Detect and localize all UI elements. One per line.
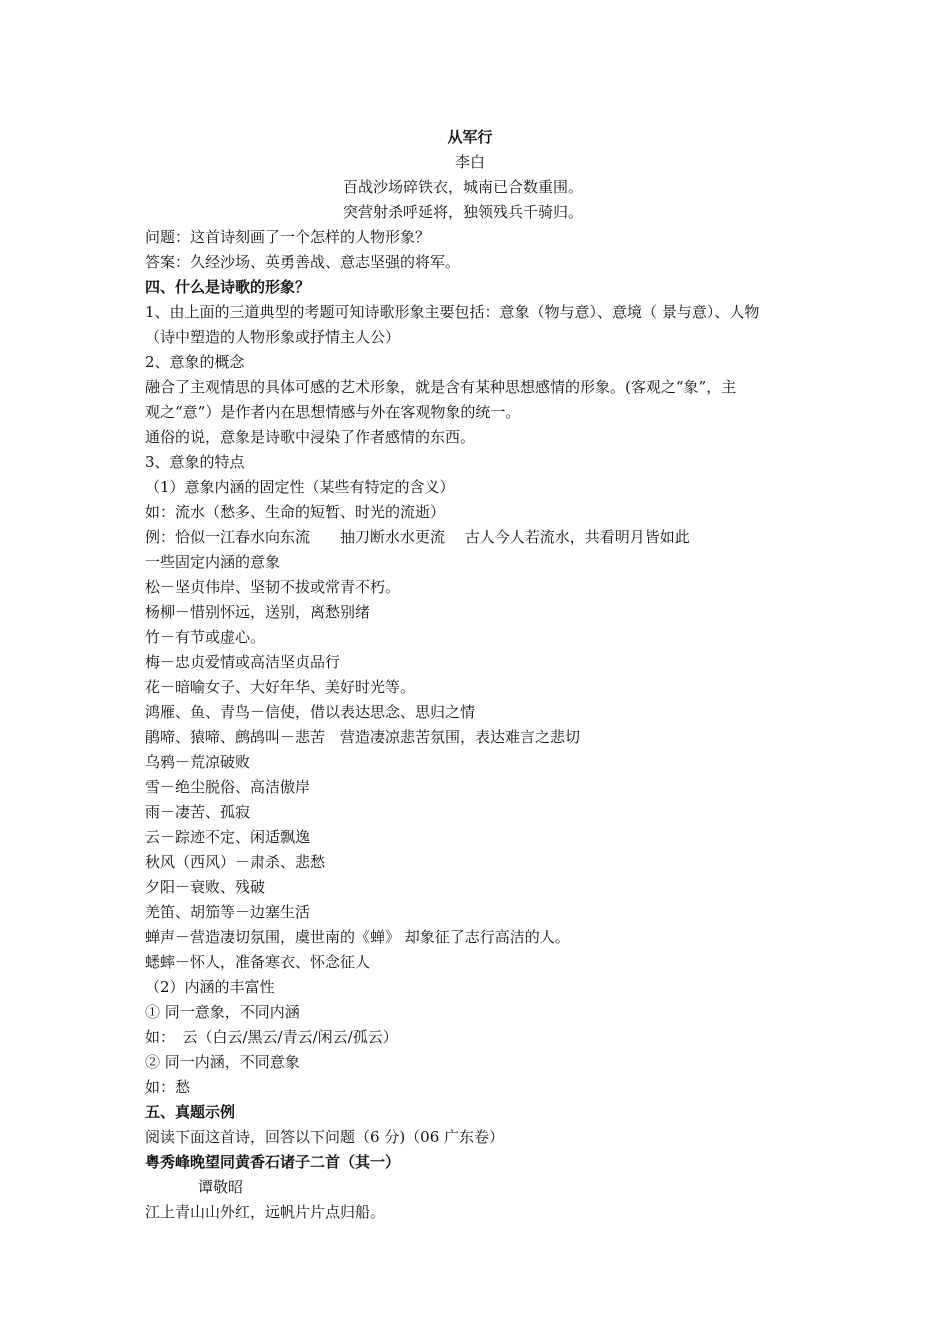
list-item: 花－暗喻女子、大好年华、美好时光等。 xyxy=(145,678,416,696)
paragraph: （诗中塑造的人物形象或抒情主人公） xyxy=(145,328,401,346)
list-item: 雪－绝尘脱俗、高洁傲岸 xyxy=(145,778,311,796)
section-heading: 四、什么是诗歌的形象？ xyxy=(145,278,311,296)
paragraph: 例：恰似一江春水向东流 抽刀断水水更流 古人今人若流水，共看明月皆如此 xyxy=(145,528,690,546)
paragraph: （1）意象内涵的固定性（某些有特定的含义） xyxy=(145,478,455,496)
poem-title: 从军行 xyxy=(447,128,493,146)
poem-line: 突营射杀呼延将，独领残兵千骑归。 xyxy=(343,203,584,221)
paragraph: 阅读下面这首诗，回答以下问题（6 分)（06 广东卷） xyxy=(145,1128,505,1146)
question: 问题：这首诗刻画了一个怎样的人物形象？ xyxy=(145,228,431,246)
paragraph: 如： 云（白云/黑云/青云/闲云/孤云） xyxy=(145,1028,398,1046)
paragraph: 观之“意”）是作者内在思想情感与外在客观物象的统一。 xyxy=(145,403,521,421)
list-item: 雨－凄苦、孤寂 xyxy=(145,803,251,821)
list-item: 梅－忠贞爱情或高洁坚贞品行 xyxy=(145,653,341,671)
paragraph: ② 同一内涵，不同意象 xyxy=(145,1053,300,1071)
poem-author: 谭敬昭 xyxy=(198,1178,244,1196)
paragraph: 如：愁 xyxy=(145,1078,191,1096)
poem-line: 百战沙场碎铁衣，城南已合数重围。 xyxy=(343,178,584,196)
list-item: 鸿雁、鱼、青鸟－信使，借以表达思念、思归之情 xyxy=(145,703,476,721)
list-item: 鹃啼、猿啼、鹧鸪叫－悲苦 营造凄凉悲苦氛围，表达难言之悲切 xyxy=(145,728,581,746)
subheading: （2）内涵的丰富性 xyxy=(145,978,275,996)
list-item: 蝉声－营造凄切氛围，虞世南的《蝉》 却象征了志行高洁的人。 xyxy=(145,928,570,946)
subheading: 3、意象的特点 xyxy=(145,453,245,471)
poem-line: 江上青山山外红，远帆片片点归船。 xyxy=(145,1203,386,1221)
paragraph: 一些固定内涵的意象 xyxy=(145,553,281,571)
paragraph: 融合了主观情思的具体可感的艺术形象，就是含有某种思想感情的形象。(客观之“象”，主 xyxy=(145,378,737,396)
poem-title: 粤秀峰晚望同黄香石诸子二首（其一） xyxy=(145,1153,401,1171)
list-item: 蟋蟀－怀人，准备寒衣、怀念征人 xyxy=(145,953,371,971)
list-item: 乌鸦－荒凉破败 xyxy=(145,753,251,771)
paragraph: 1、由上面的三道典型的考题可知诗歌形象主要包括：意象（物与意）、意境（ 景与意）、人物 xyxy=(145,303,760,321)
list-item: 秋风（西风）－肃杀、悲愁 xyxy=(145,853,326,871)
list-item: 松－坚贞伟岸、坚韧不拔或常青不朽。 xyxy=(145,578,401,596)
paragraph: 通俗的说，意象是诗歌中浸染了作者感情的东西。 xyxy=(145,428,476,446)
list-item: 云－踪迹不定、闲适飘逸 xyxy=(145,828,311,846)
list-item: 竹－有节或虚心。 xyxy=(145,628,266,646)
poem-author: 李白 xyxy=(454,153,485,171)
list-item: 夕阳－衰败、残破 xyxy=(145,878,266,896)
section-heading: 五、真题示例 xyxy=(145,1103,236,1121)
subheading: 2、意象的概念 xyxy=(145,353,245,371)
list-item: 羌笛、胡笳等－边塞生活 xyxy=(145,903,311,921)
paragraph: ① 同一意象，不同内涵 xyxy=(145,1003,300,1021)
paragraph: 如：流水（愁多、生命的短暂、时光的流逝） xyxy=(145,503,446,521)
list-item: 杨柳－惜别怀远，送别，离愁别绪 xyxy=(145,603,371,621)
answer: 答案：久经沙场、英勇善战、意志坚强的将军。 xyxy=(145,253,461,271)
